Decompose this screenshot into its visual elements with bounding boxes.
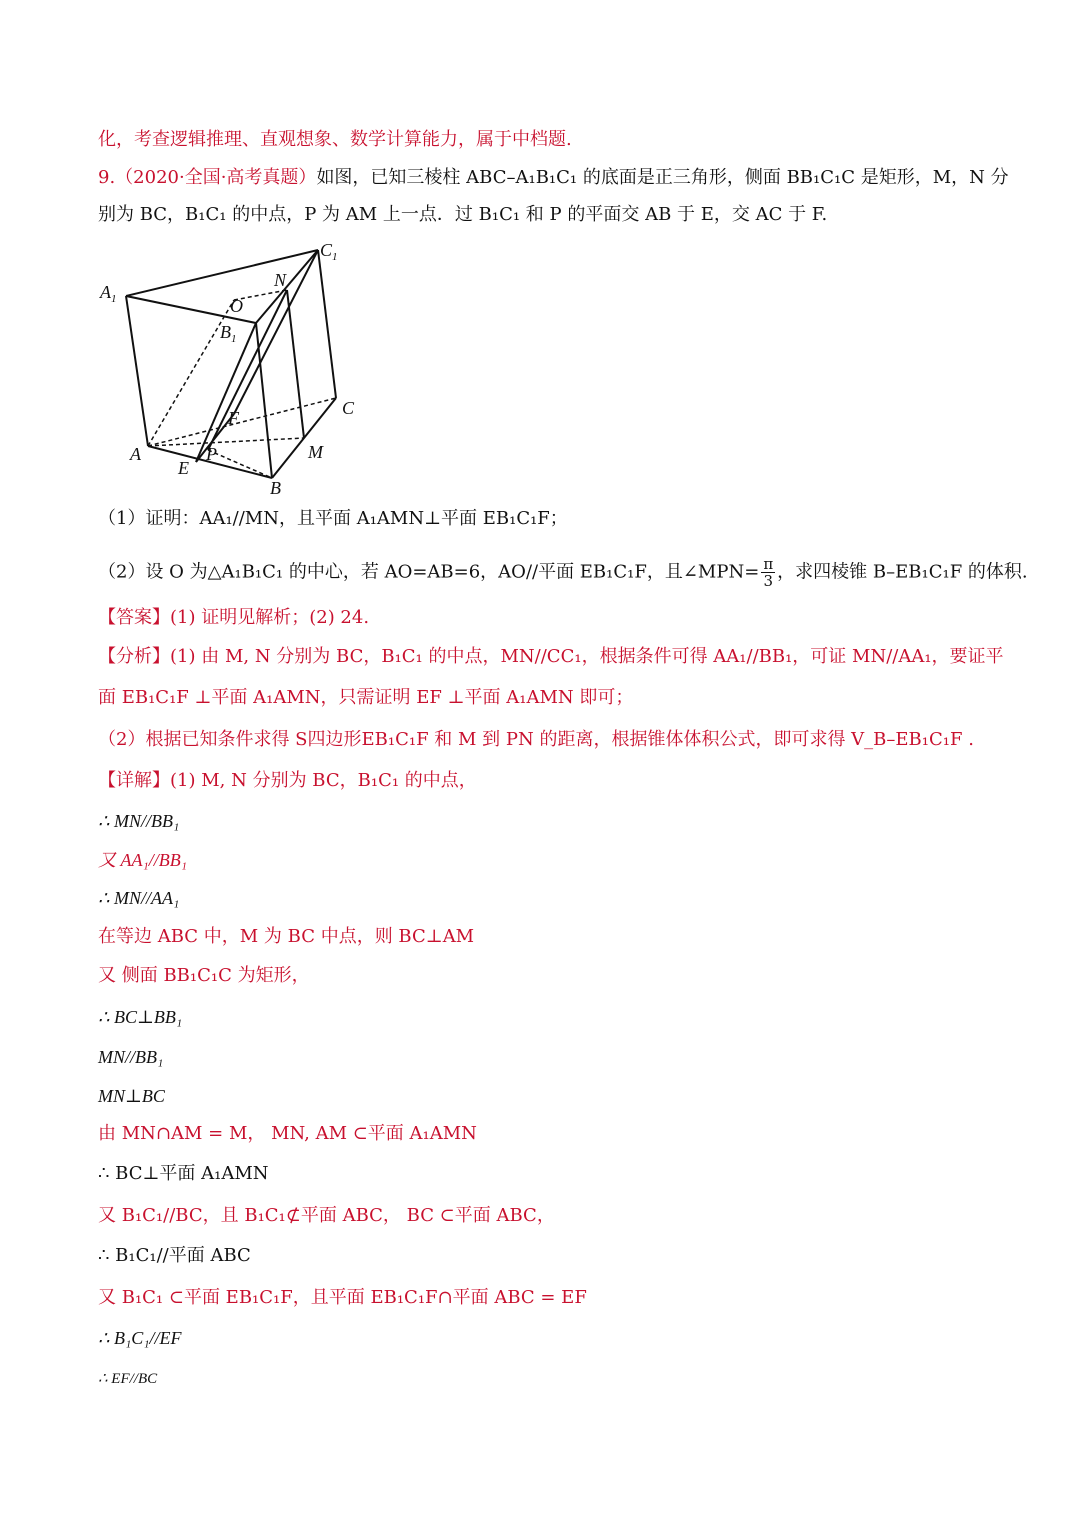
label-E: E	[178, 458, 189, 478]
step-mn-parallel-bb1: ∴ MN//BB₁	[98, 811, 180, 831]
analysis-line-2: 面 EB₁C₁F ⊥平面 A₁AMN，只需证明 EF ⊥平面 A₁AMN 即可；	[98, 687, 634, 708]
label-A1: $A_1$	[100, 282, 117, 305]
edge-AA1	[126, 296, 148, 446]
problem-text: 如图，已知三棱柱 ABC–A₁B₁C₁ 的底面是正三角形，侧面 BB₁C₁C 是矩形，M，N 分	[316, 167, 1009, 188]
prism-figure	[96, 238, 366, 500]
step-bc-perp-plane: ∴ BC⊥平面 A₁AMN	[98, 1163, 269, 1184]
step-bc-perp-bb1: ∴ BC⊥BB₁	[98, 1007, 183, 1027]
step-equilateral: 在等边 ABC 中，M 为 BC 中点，则 BC⊥AM	[98, 926, 475, 947]
problem-9-line-2: 别为 BC，B₁C₁ 的中点，P 为 AM 上一点．过 B₁C₁ 和 P 的平面交 AB 于 E，交 AC 于 F.	[98, 204, 828, 225]
edge-MN	[287, 290, 304, 438]
edge-AC-hidden	[148, 398, 336, 446]
edge-A1C1	[126, 250, 318, 296]
step-aa1-parallel-bb1: 又 AA₁//BB₁	[98, 850, 187, 870]
problem-number: 9.（2020·全国·高考真题）	[98, 167, 317, 188]
part-2-text-before: （2）设 O 为△A₁B₁C₁ 的中心，若 AO=AB=6，AO//平面 EB₁C₁F，且∠MPN=	[98, 561, 760, 583]
fraction-denominator: 3	[763, 572, 774, 590]
step-mn-parallel-aa1: ∴ MN//AA₁	[98, 888, 180, 908]
step-b1c1-parallel-plane: ∴ B₁C₁//平面 ABC	[98, 1245, 251, 1266]
label-F: F	[228, 408, 239, 428]
step-b1c1-parallel-ef: ∴ B₁C₁//EF	[98, 1328, 182, 1348]
edge-AM-hidden	[148, 438, 304, 446]
step-mn-bb1: MN//BB₁	[98, 1047, 164, 1067]
edge-CC1	[318, 250, 336, 398]
label-B: B	[270, 478, 281, 498]
fraction-pi-over-3	[761, 556, 775, 589]
part-2-text-after: ，求四棱锥 B–EB₁C₁F 的体积.	[777, 561, 1028, 583]
fraction-numerator: π	[763, 555, 774, 573]
label-C1: $C_1$	[320, 240, 338, 263]
detail-heading: 【详解】(1) M, N 分别为 BC，B₁C₁ 的中点，	[98, 770, 477, 791]
label-O: O	[230, 296, 243, 316]
part-1-question: （1）证明：AA₁//MN，且平面 A₁AMN⊥平面 EB₁C₁F；	[98, 508, 568, 529]
step-mn-perp-bc: MN⊥BC	[98, 1086, 165, 1106]
label-N: N	[274, 270, 287, 290]
label-P: P	[206, 444, 217, 464]
step-b1c1-parallel-bc: 又 B₁C₁//BC，且 B₁C₁⊄平面 ABC， BC ⊂平面 ABC，	[98, 1205, 555, 1226]
analysis-line-3: （2）根据已知条件求得 S四边形EB₁C₁F 和 M 到 PN 的距离，根据锥体体积公式，即可求得 V_B–EB₁C₁F .	[98, 729, 974, 750]
step-rectangle: 又 侧面 BB₁C₁C 为矩形，	[98, 965, 310, 986]
label-C: C	[342, 398, 355, 418]
label-B1: $B_1$	[220, 322, 237, 345]
step-ef-parallel-bc: ∴ EF//BC	[98, 1371, 158, 1387]
edge-PN	[208, 290, 287, 450]
label-M: M	[308, 442, 323, 462]
answer-line: 【答案】(1) 证明见解析；(2) 24.	[98, 607, 370, 628]
step-plane-intersection: 又 B₁C₁ ⊂平面 EB₁C₁F，且平面 EB₁C₁F∩平面 ABC = EF	[98, 1287, 587, 1308]
problem-9-line-1	[98, 166, 1009, 190]
part-2-question	[98, 556, 1028, 589]
analysis-line-1: 【分析】(1) 由 M, N 分别为 BC，B₁C₁ 的中点，MN//CC₁，根据条件可得 AA₁//BB₁，可证 MN//AA₁，要证平	[98, 646, 1004, 667]
label-A: A	[130, 444, 141, 464]
step-intersection: 由 MN∩AM = M， MN, AM ⊂平面 A₁AMN	[98, 1123, 477, 1144]
intro-continuation: 化，考查逻辑推理、直观想象、数学计算能力，属于中档题.	[98, 129, 572, 150]
